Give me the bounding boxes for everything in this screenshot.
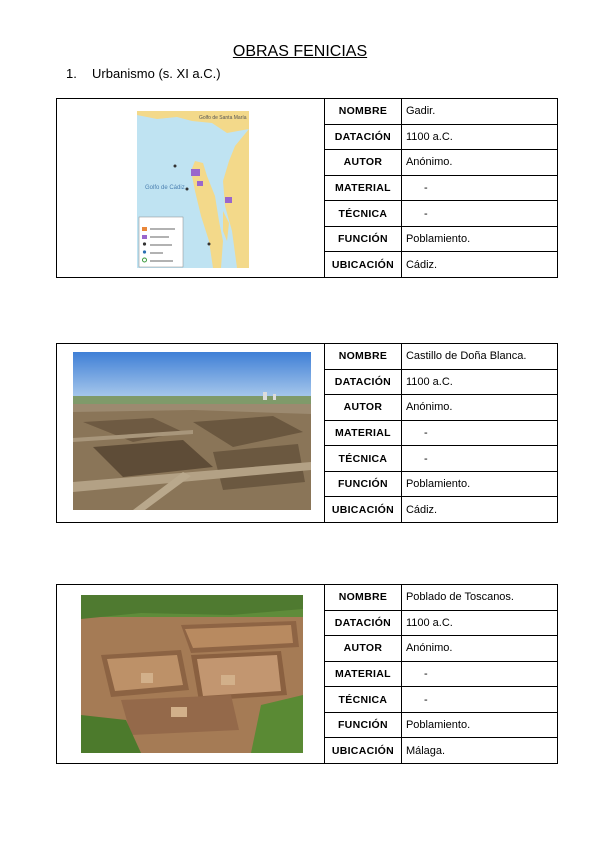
map-label-top: Golfo de Santa María <box>199 115 247 121</box>
label-datacion: DATACIÓN <box>325 124 402 150</box>
ruins-photo <box>73 352 311 510</box>
label-autor: AUTOR <box>325 395 402 421</box>
section-number: 1. <box>66 66 77 81</box>
value-material: - <box>401 175 557 201</box>
work-card-dona-blanca <box>56 343 558 523</box>
value-funcion: Poblamiento. <box>401 471 557 497</box>
value-nombre: Gadir. <box>401 99 557 124</box>
label-nombre: NOMBRE <box>325 344 402 369</box>
value-nombre: Poblado de Toscanos. <box>401 585 557 610</box>
page-title: OBRAS FENICIAS <box>232 43 368 60</box>
value-material: - <box>401 420 557 446</box>
label-funcion: FUNCIÓN <box>325 226 402 252</box>
info-table <box>325 99 557 277</box>
label-tecnica: TÉCNICA <box>325 687 402 713</box>
value-ubicacion: Cádiz. <box>405 503 438 516</box>
label-autor: AUTOR <box>325 150 402 176</box>
value-tecnica: - <box>401 687 557 713</box>
label-datacion: DATACIÓN <box>325 369 402 395</box>
label-ubicacion: UBICACIÓN <box>325 738 402 763</box>
label-material: MATERIAL <box>325 420 402 446</box>
image-cell <box>57 99 325 277</box>
value-material: - <box>401 661 557 687</box>
value-nombre: Castillo de Doña Blanca. <box>401 344 557 369</box>
label-material: MATERIAL <box>325 661 402 687</box>
section-label: Urbanismo (s. XI a.C.) <box>92 66 221 81</box>
section-heading <box>66 66 221 81</box>
label-tecnica: TÉCNICA <box>325 201 402 227</box>
value-autor: Anónimo. <box>401 150 557 176</box>
value-tecnica: - <box>401 446 557 472</box>
label-nombre: NOMBRE <box>325 585 402 610</box>
label-tecnica: TÉCNICA <box>325 446 402 472</box>
value-ubicacion: Málaga. <box>405 744 446 757</box>
label-funcion: FUNCIÓN <box>325 712 402 738</box>
value-ubicacion: Cádiz. <box>405 258 438 271</box>
work-card-gadir <box>56 98 558 278</box>
label-ubicacion: UBICACIÓN <box>325 252 402 277</box>
label-nombre: NOMBRE <box>325 99 402 124</box>
label-datacion: DATACIÓN <box>325 610 402 636</box>
map-image <box>137 111 249 268</box>
label-material: MATERIAL <box>325 175 402 201</box>
value-funcion: Poblamiento. <box>401 226 557 252</box>
label-autor: AUTOR <box>325 636 402 662</box>
map-label-gulf: Golfo de Cádiz <box>145 185 185 191</box>
label-funcion: FUNCIÓN <box>325 471 402 497</box>
info-table <box>325 344 557 522</box>
work-card-toscanos <box>56 584 558 764</box>
value-datacion: 1100 a.C. <box>401 610 557 636</box>
image-cell <box>57 344 325 522</box>
image-cell <box>57 585 325 763</box>
info-table <box>325 585 557 763</box>
value-tecnica: - <box>401 201 557 227</box>
label-ubicacion: UBICACIÓN <box>325 497 402 522</box>
value-datacion: 1100 a.C. <box>401 124 557 150</box>
value-funcion: Poblamiento. <box>401 712 557 738</box>
value-autor: Anónimo. <box>401 636 557 662</box>
value-datacion: 1100 a.C. <box>401 369 557 395</box>
value-autor: Anónimo. <box>401 395 557 421</box>
excavation-photo <box>81 595 303 753</box>
